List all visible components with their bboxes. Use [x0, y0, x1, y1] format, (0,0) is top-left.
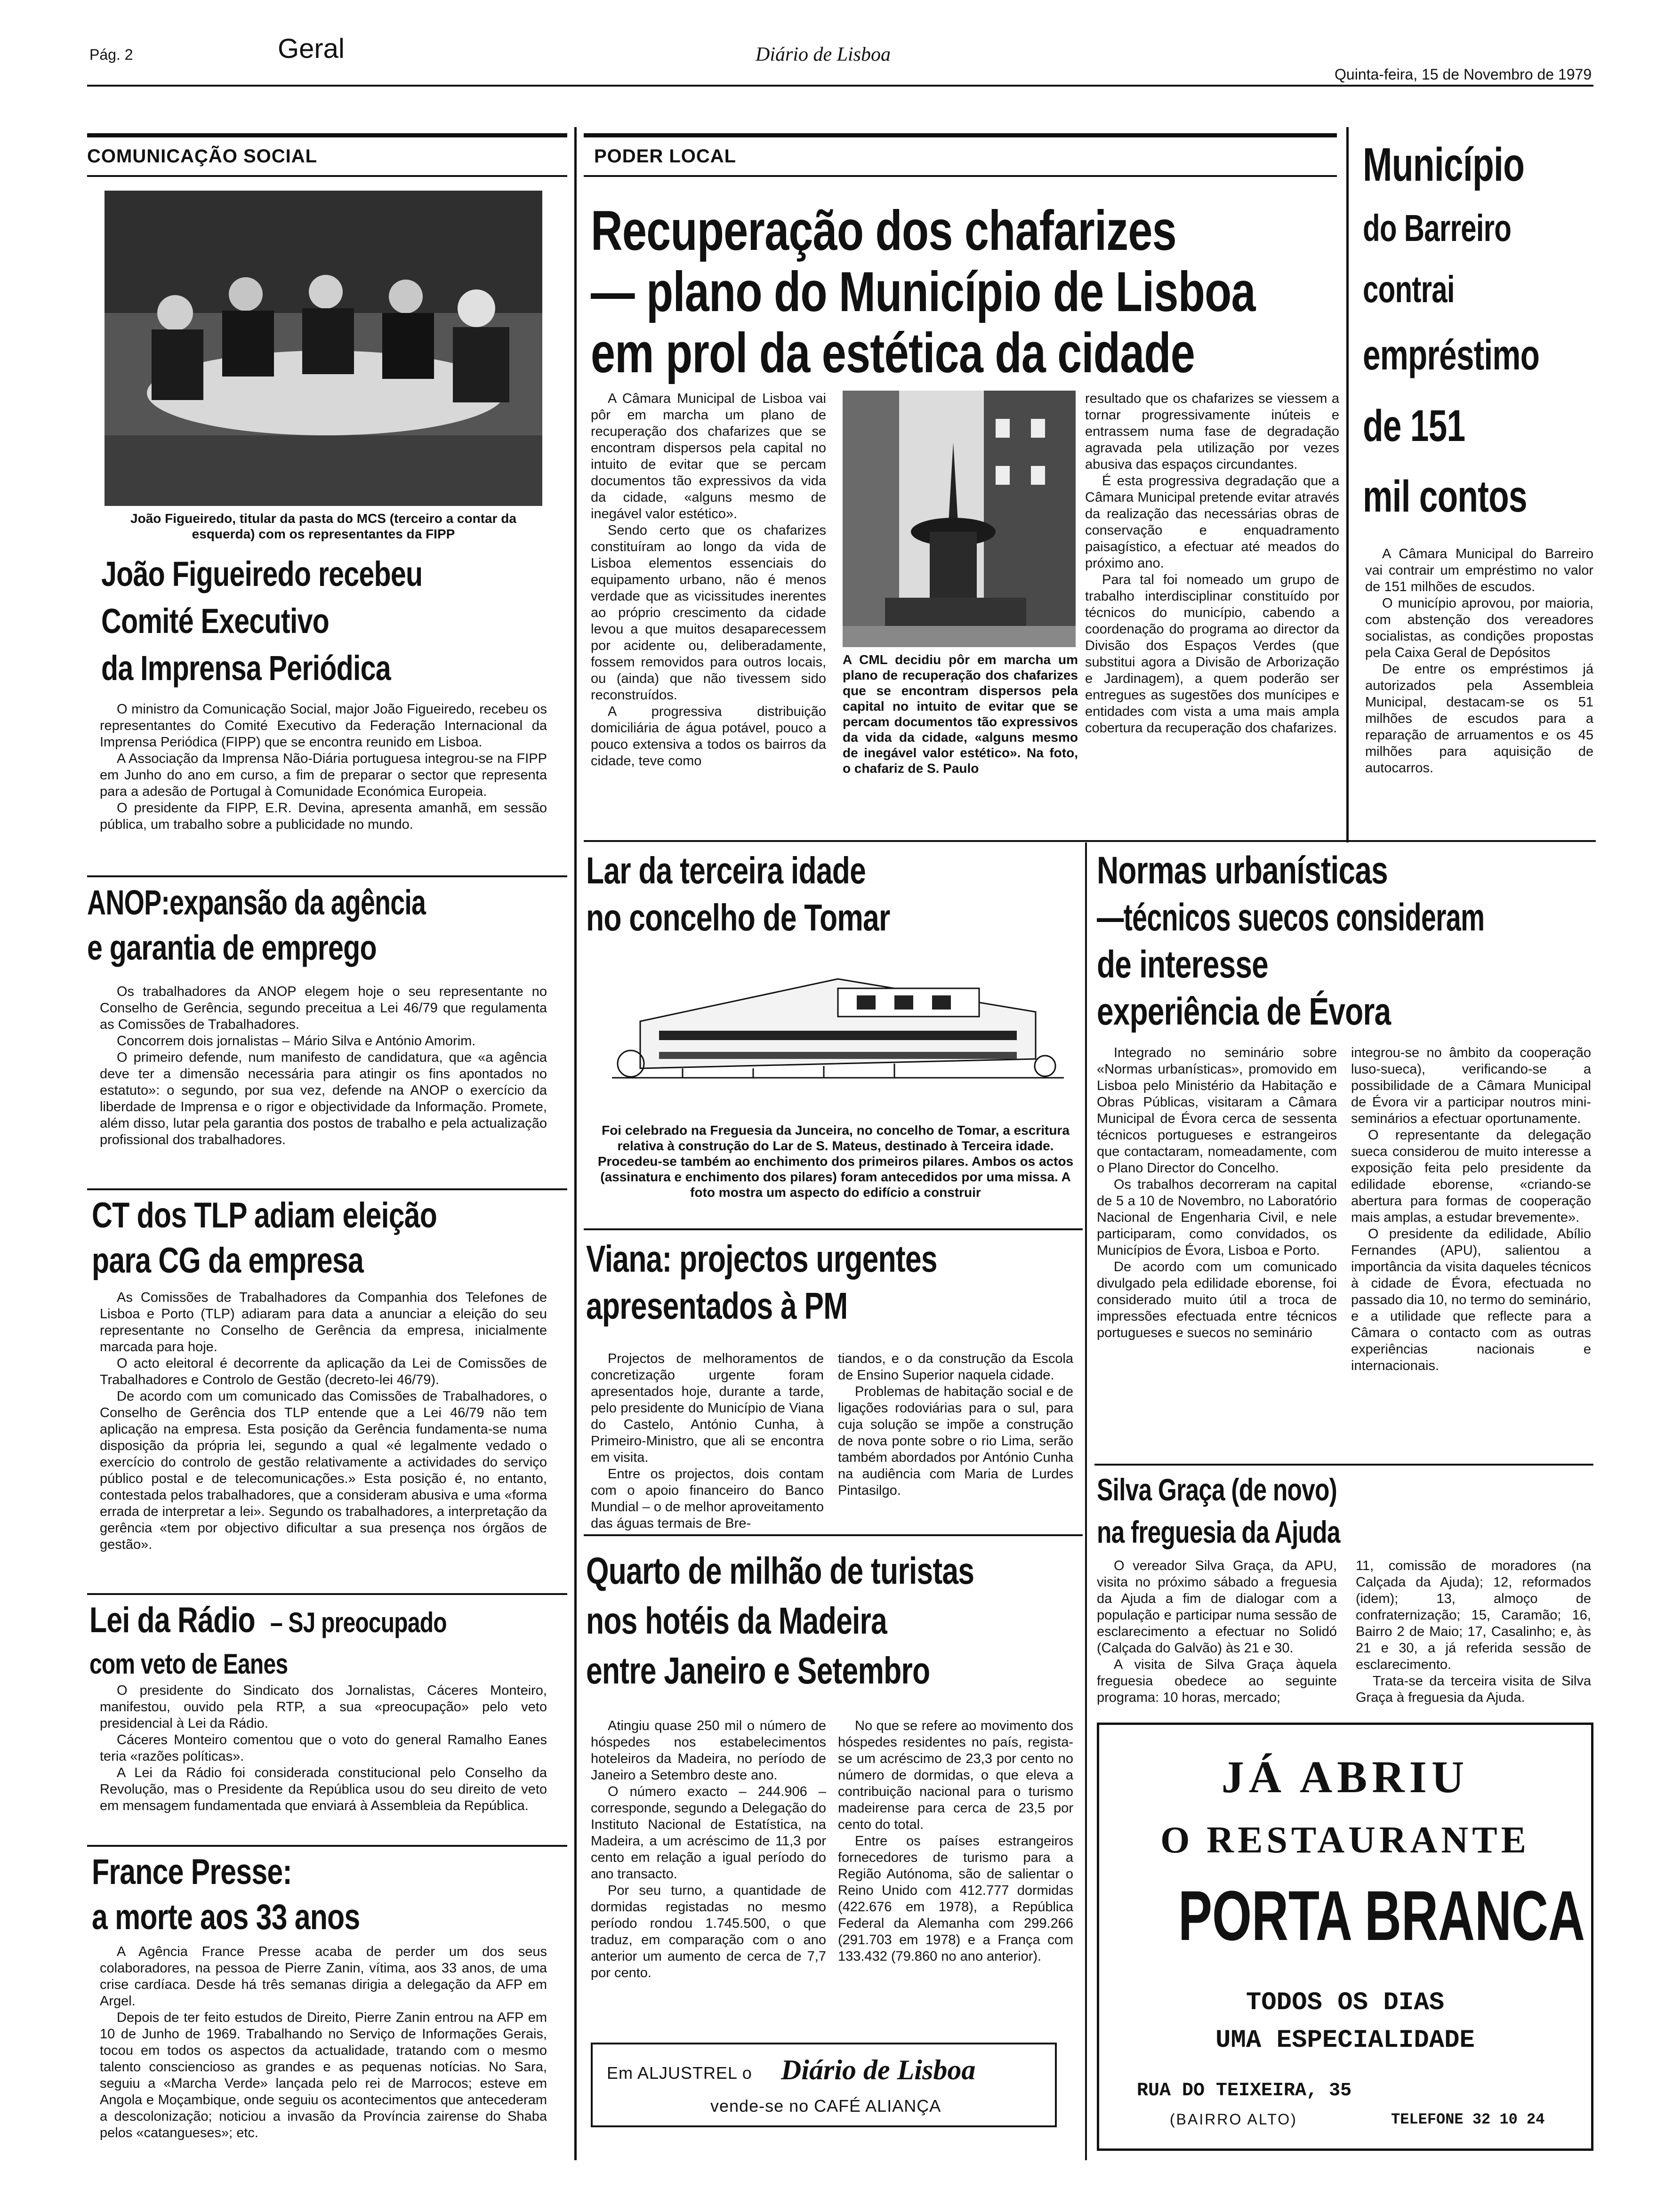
paragraph: O presidente do Sindicato dos Jornalistas, Cáceres Monteiro, manifestou, ouvido pela RTP, a sua «preocupação» pelo veto presidencial à Lei da Rádio.	[100, 1683, 547, 1731]
headline-line: Quarto de milhão de turistas	[586, 1550, 974, 1592]
paragraph: Sendo certo que os chafarizes constituíram ao longo da vida de Lisboa elementos essenciais do equipamento urbano, não é menos verdade que as vicissitudes inerentes ao próprio crescimento da cidade levou a que muitos desaparecessem por acidente ou, deliberadamente, fossem removidos para outros locais, ou (ainda) que não tivessem sido reconstruídos.	[591, 523, 826, 703]
paragraph: Cáceres Monteiro comentou que o voto do general Ramalho Eanes teria «razões políticas».	[100, 1732, 547, 1764]
headline-normas	[1097, 847, 1605, 1035]
headline-line: apresentados à PM	[586, 1285, 848, 1327]
paragraph: Concorrem dois jornalistas – Mário Silva e António Amorim.	[117, 1034, 476, 1049]
article-rule	[87, 875, 567, 877]
ad-phone: TELEFONE 32 10 24	[1391, 2111, 1545, 2128]
headline-line: de interesse	[1097, 943, 1268, 986]
headline-line: —técnicos suecos consideram	[1097, 896, 1485, 939]
paragraph: As Comissões de Trabalhadores da Companhia dos Telefones de Lisboa e Porto (TLP) adiaram para data a anunciar a eleição do seu representante no Conselho de Gerência da empresa, inicialmente marcada para hoje.	[100, 1290, 547, 1354]
article-body	[838, 1351, 1073, 1499]
restaurant-name-text: PORTA BRANCA	[1178, 1876, 1585, 1955]
article-body	[100, 701, 547, 833]
paragraph: Para tal foi nomeado um grupo de trabalho interdisciplinar constituído por técnicos do município, cabendo a coordenação do programa ao director da Divisão dos Espaços Verdes (que substitui agora a Divisão de Arborização e Jardinagem), a quem poderão ser entregues as sugestões dos munícipes e entidades com vista a uma mais ampla cobertura da recuperação dos chafarizes.	[1085, 572, 1339, 736]
headline-tlp	[92, 1193, 567, 1283]
headline-line: — plano do Município de Lisboa	[591, 260, 1255, 323]
headline-line: a morte aos 33 anos	[92, 1897, 360, 1937]
headline-barreiro	[1363, 132, 1589, 532]
paragraph: Integrado no seminário sobre «Normas urbanísticas», promovido em Lisboa pelo Ministério da Habitação e Obras Públicas, visitaram a Câmara Municipal de Évora cerca de sessenta técnicos portugueses e estrangeiros que contactaram, nomeadamente, com o Plano Director do Concelho.	[1097, 1045, 1337, 1176]
photo-caption: A CML decidiu pôr em marcha um plano de recuperação dos chafarizes que se encontram dispersos pela capital no intuito de evitar que se percam documentos tão expressivos da vida da cidade, «alguns mesmo de inegável valor estético». Na foto, o chafariz de S. Paulo	[843, 652, 1078, 776]
article-body	[1097, 1045, 1337, 1341]
headline-madeira	[586, 1546, 1080, 1696]
section-rule	[87, 175, 567, 177]
lar-building-drawing	[612, 960, 1064, 1101]
article-rule	[584, 1534, 1083, 1536]
headline-france-presse	[92, 1850, 567, 1940]
section-rule	[87, 133, 567, 137]
article-rule	[584, 840, 1596, 842]
headline-tomar	[586, 847, 1080, 941]
headline-line: Comité Executivo	[101, 601, 329, 641]
paragraph: Depois de ter feito estudos de Direito, Pierre Zanin entrou na AFP em 10 de Junho de 1969. Trabalhando no Serviço de Informações Gerais, tocou em todos os aspectos da actualidade, tratando com o mesmo talento consciencioso as grandes e as pequenas notícias. No Sara, seguiu a «Marcha Verde» lançada pelo rei de Marrocos; esteve em Angola e Moçambique, onde seguiu os acontecimentos que antecederam a descolonização; noticiou a invasão da Província zairense do Shaba pelos «catangueses»; etc.	[100, 2010, 547, 2140]
page-number: Pág. 2	[89, 46, 133, 63]
column-divider-middle	[1085, 842, 1087, 2160]
headline-line: entre Janeiro e Setembro	[586, 1650, 930, 1691]
paragraph: De entre os empréstimos já autorizados pela Assembleia Municipal, destacam-se os 51 milhões de escudos para a reparação de arruamentos e os 45 milhões para aquisição de autocarros.	[1365, 662, 1593, 776]
headline-chafarizes	[591, 200, 1344, 384]
headline-line: Normas urbanísticas	[1097, 849, 1388, 892]
paragraph: A Câmara Municipal de Lisboa vai pôr em marcha um plano de recuperação dos chafarizes que se encontram dispersos pela capital no intuito de evitar que se percam documentos tão expressivos da vida da cidade, «alguns mesmo de inegável valor estético».	[591, 391, 826, 521]
article-rule	[87, 1845, 567, 1847]
paper-name: Diário de Lisboa	[756, 44, 891, 65]
paragraph: O número exacto – 244.906 – corresponde, segundo a Delegação do Instituto Nacional de Estatística, na Madeira, a um acréscimo de 11,3 por cento em relação a igual período do ano transacto.	[591, 1784, 826, 1882]
photo-caption: Foi celebrado na Freguesia da Junceira, no concelho de Tomar, a escritura relativa à construção do Lar de S. Mateus, destinado à Terceira idade. Procedeu-se também ao enchimento dos primeiros pilares. Ambos os actos (assinatura e enchimento dos pilares) foram antecedidos por uma missa. A foto mostra um aspecto do edifício a construir	[597, 1123, 1074, 1200]
article-body	[100, 984, 547, 1148]
article-body	[1085, 391, 1339, 737]
article-rule	[87, 1188, 567, 1190]
headline-line: mil contos	[1363, 472, 1527, 521]
paragraph: A Câmara Municipal do Barreiro vai contrair um empréstimo no valor de 151 milhões de escudos.	[1365, 546, 1593, 594]
paragraph: A Agência France Presse acaba de perder um dos seus colaboradores, na pessoa de Pierre Zanin, vítima, aos 33 anos, de uma crise cardíaca. Desde há três semanas dirigia a delegação da AFP em Argel.	[100, 1944, 547, 2009]
paragraph: O presidente da edilidade, Abílio Fernandes (APU), salientou a importância da visita daqueles técnicos à cidade de Évora, efectuada no passado dia 10, no termo do seminário, e a utilidade que reflecte para a Câmara o contacto com as outras experiências nacionais e internacionais.	[1351, 1226, 1591, 1373]
paragraph: Trata-se da terceira visita de Silva Graça à freguesia da Ajuda.	[1356, 1674, 1591, 1705]
paragraph: O município aprovou, por maioria, com abstenção dos vereadores socialistas, as condições propostas pela Caixa Geral de Depósitos	[1365, 596, 1593, 660]
headline-line: da Imprensa Periódica	[101, 649, 391, 688]
ad-subline: UMA ESPECIALIDADE	[1215, 2026, 1475, 2055]
headline-line: CT dos TLP adiam eleição	[92, 1195, 437, 1235]
headline-line: nos hotéis da Madeira	[586, 1600, 887, 1642]
paragraph: O acto eleitoral é decorrente da aplicação da Lei de Comissões de Trabalhadores e Controlo de Gestão (decreto-lei 46/79).	[100, 1356, 547, 1387]
article-body	[100, 1290, 547, 1553]
paragraph: O vereador Silva Graça, da APU, visita no próximo sábado a freguesia da Ajuda a fim de dialogar com a população e participar numa sessão de esclarecimento a efectuar no Solidó (Calçada do Galvão) às 21 e 30.	[1097, 1558, 1337, 1656]
ad-subline: TODOS OS DIAS	[1246, 1988, 1445, 2017]
paragraph: Entre os projectos, dois contam com o apoio financeiro do Banco Mundial – o de melhor aproveitamento das águas termais de Bre-	[591, 1467, 824, 1531]
headline-line: no concelho de Tomar	[586, 897, 890, 938]
masthead	[0, 0, 1657, 85]
headline-line: do Barreiro	[1363, 207, 1512, 249]
headline-anop	[87, 880, 567, 970]
paper-logo: Diário de Lisboa	[781, 2054, 976, 2085]
headline-silva-graca	[1097, 1468, 1596, 1553]
article-rule	[584, 1228, 1083, 1230]
article-body	[838, 1718, 1073, 1965]
paragraph: tiandos, e o da construção da Escola de Ensino Superior naquela cidade.	[838, 1351, 1073, 1383]
article-body	[591, 1351, 824, 1532]
article-body	[591, 1718, 826, 1981]
section-tag-comunicacao: COMUNICAÇÃO SOCIAL	[87, 146, 318, 167]
section-rule	[584, 133, 1337, 137]
paragraph: Os trabalhos decorreram na capital de 5 a 10 de Novembro, no Laboratório Nacional de Engenharia Civil, e nele participaram, como convidados, os Municípios de Évora, Lisboa e Porto.	[1097, 1177, 1337, 1258]
paragraph: O representante da delegação sueca considerou de muito interesse a exposição feita pelo presidente da edilidade eborense, «criando-se abertura para formas de cooperação mais amplas, a estudar brevemente».	[1351, 1128, 1591, 1225]
headline-line: – SJ preocupado	[270, 1607, 447, 1638]
headline-line: de 151	[1363, 401, 1465, 451]
section-name: Geral	[278, 33, 345, 64]
paragraph: No que se refere ao movimento dos hóspedes residentes no país, regista-se um acréscimo de 23,3 por cento no número de dormidas, o que eleva a contribuição nacional para o turismo madeirense para cerca de 23,5 por cento do total.	[838, 1718, 1073, 1832]
publication-date: Quinta-feira, 15 de Novembro de 1979	[1335, 66, 1592, 83]
headline-line: Silva Graça (de novo)	[1097, 1472, 1337, 1507]
paragraph: Por seu turno, a quantidade de dormidas registadas no mesmo período rondou 1.745.500, o que traduz, em comparação com o ano anterior um aumento de cerca de 7,7 por cento.	[591, 1883, 826, 1980]
article-body	[591, 391, 826, 769]
ad-area: (BAIRRO ALTO)	[1170, 2111, 1297, 2128]
headline-line: ANOP:expansão da agência	[87, 883, 426, 922]
headline-line: Recuperação dos chafarizes	[591, 199, 1176, 262]
headline-viana	[586, 1235, 1080, 1330]
paragraph: De acordo com um comunicado divulgado pela edilidade eborense, foi considerado muito útil a troca de impressões efectuada entre técnicos portugueses e suecos no seminário	[1097, 1259, 1337, 1340]
paragraph: A visita de Silva Graça àquela freguesia obedece ao seguinte programa: 10 horas, mercado;	[1097, 1657, 1337, 1705]
headline-joao-figueiredo	[101, 551, 567, 692]
paragraph: Problemas de habitação social e de ligações rodoviárias para o sul, para cuja solução se impõe a construção de nova ponte sobre o rio Lima, serão também abordados por António Cunha na audiência com Maria de Lurdes Pintasilgo.	[838, 1384, 1073, 1498]
headline-line: Lei da Rádio	[89, 1600, 255, 1640]
article-body	[1351, 1045, 1591, 1374]
headline-line: com veto de Eanes	[89, 1648, 288, 1680]
paragraph: De acordo com um comunicado das Comissões de Trabalhadores, o Conselho de Gerência dos TLP entende que a Lei 46/79 não tem aplicação na empresa. Esta posição da Gerência fundamenta-se numa disposição da própria lei, segundo a qual «é legalmente vedado o exercício do controlo de gestão relativamente a actividades do serviço público postal e de telecomunicações.» Esta posição é, no entanto, contestada pelos trabalhadores, que a consideram abusiva e uma «forma errada de interpretar a lei». Segundo os trabalhadores, a interpretação da gerência «tem por objectivo dificultar a sua presença nos órgãos de gestão».	[100, 1389, 547, 1552]
photo-illustration	[612, 960, 1064, 1101]
column-divider-right	[1346, 127, 1349, 842]
article-body	[100, 1944, 547, 2141]
headline-line: Viana: projectos urgentes	[586, 1238, 937, 1280]
paragraph: O presidente da FIPP, E.R. Devina, apresenta amanhã, em sessão pública, um trabalho sobre a publicidade no mundo.	[100, 801, 547, 832]
aljustrel-ad	[591, 2043, 1057, 2127]
headline-lei-radio	[89, 1598, 567, 1683]
headline-line: João Figueiredo recebeu	[101, 554, 423, 593]
headline-line: contrai	[1363, 268, 1455, 310]
section-rule	[584, 175, 1337, 177]
headline-line: para CG da empresa	[92, 1241, 363, 1281]
article-body	[1097, 1558, 1337, 1706]
headline-line: empréstimo	[1363, 332, 1540, 379]
paragraph: resultado que os chafarizes se viessem a tornar progressivamente inúteis e entrassem numa fase de degradação agravada pela utilização por vezes abusiva das espaços circundantes.	[1085, 391, 1339, 472]
fipp-meeting-photo	[105, 191, 542, 506]
article-body	[100, 1683, 547, 1814]
headline-line: e garantia de emprego	[87, 928, 377, 967]
paragraph: Entre os países estrangeiros fornecedores de turismo para a Região Autónoma, são de salientar o Reino Unido com 412.777 dormidas (422.676 em 1978), a República Federal da Alemanha com 299.266 (291.703 em 1978) e a França com 133.432 (79.860 no ano anterior).	[838, 1834, 1073, 1964]
column-divider-left	[574, 127, 577, 2160]
ad-text: Em ALJUSTREL o	[607, 2063, 752, 2083]
paragraph: O primeiro defende, num manifesto de candidatura, que «a agência deve ter a dimensão necessária para atingir os fins apontados no estatuto»: o segundo, por sua vez, defende na ANOP o exercício da liberdade de Imprensa e o rigor e objectividade da Informação. Promete, além disso, lutar pela garantia dos postos de trabalho e pela actualização profissional dos trabalhadores.	[100, 1050, 547, 1147]
paragraph: Os trabalhadores da ANOP elegem hoje o seu representante no Conselho de Gerência, segundo preceitua a Lei 46/79 que regulamenta as Comissões de Trabalhadores.	[100, 984, 547, 1032]
headline-line: Município	[1363, 138, 1525, 191]
chafariz-photo	[843, 391, 1076, 647]
section-tag-poder-local: PODER LOCAL	[594, 146, 737, 167]
masthead-rule	[87, 85, 1593, 87]
headline-line: France Presse:	[92, 1852, 292, 1892]
paragraph: integrou-se no âmbito da cooperação luso-sueca), verificando-se a possibilidade de a Câmara Municipal de Évora vir a participar noutros mini-seminários a efectuar oportunamente.	[1351, 1045, 1591, 1126]
photo-caption: João Figueiredo, titular da pasta do MCS (terceiro a contar da esquerda) com os representantes da FIPP	[130, 511, 516, 541]
paragraph: A progressiva distribuição domiciliária de água potável, pouco a pouco extensiva a todos os bairros da cidade, teve como	[591, 704, 826, 769]
restaurant-name	[1099, 1875, 1591, 1956]
article-body	[1356, 1558, 1591, 1706]
ad-headline: O RESTAURANTE	[1160, 1819, 1530, 1861]
paragraph: 11, comissão de moradores (na Calçada da Ajuda); 12, reformados (idem); 13, almoço de confraternização; 15, Caramão; 16, Bairro 2 de Maio; 17, Casalinho; e, às 21 e 30, a já referida sessão de esclarecimento.	[1356, 1558, 1591, 1672]
paragraph: Projectos de melhoramentos de concretização urgente foram apresentados hoje, durante a tarde, pelo presidente do Município de Viana do Castelo, António Cunha, à Primeiro-Ministro, que ali se encontra em visita.	[591, 1351, 824, 1465]
headline-line: experiência de Évora	[1097, 990, 1391, 1033]
paragraph: Atingiu quase 250 mil o número de hóspedes nos estabelecimentos hoteleiros da Madeira, no período de Janeiro a Setembro deste ano.	[591, 1718, 826, 1783]
ad-headline: JÁ ABRIU	[1221, 1752, 1469, 1802]
paragraph: O ministro da Comunicação Social, major João Figueiredo, recebeu os representantes do Comité Executivo da Federação Internacional da Imprensa Periódica (FIPP) que se encontra reunido em Lisboa.	[100, 702, 547, 750]
headline-line: em prol da estética da cidade	[591, 321, 1195, 385]
paragraph: É esta progressiva degradação que a Câmara Municipal pretende evitar através da realização das necessárias obras de conservação e enquadramento paisagístico, a efectuar até meados do próximo ano.	[1085, 473, 1339, 571]
ad-address: RUA DO TEIXEIRA, 35	[1137, 2080, 1352, 2101]
article-rule	[87, 1593, 567, 1595]
ad-text: vende-se no CAFÉ ALIANÇA	[710, 2096, 941, 2116]
article-rule	[1094, 1464, 1593, 1466]
paragraph: A Lei da Rádio foi considerada constitucional pelo Conselho da Revolução, mas o Presidente da República usou do seu direito de veto em mensagem fundamentada que enviará à Assembleia da República.	[100, 1765, 547, 1813]
article-body	[1365, 546, 1593, 777]
headline-line: Lar da terceira idade	[586, 850, 866, 891]
paragraph: A Associação da Imprensa Não-Diária portuguesa integrou-se na FIPP em Junho do ano em curso, a fim de preparar o sector que representa para a adesão de Portugal à Comunidade Económica Europeia.	[100, 751, 547, 799]
headline-line: na freguesia da Ajuda	[1097, 1515, 1340, 1549]
photo-illustration	[105, 191, 542, 506]
restaurant-ad	[1097, 1723, 1593, 2151]
photo-illustration	[843, 391, 1076, 647]
